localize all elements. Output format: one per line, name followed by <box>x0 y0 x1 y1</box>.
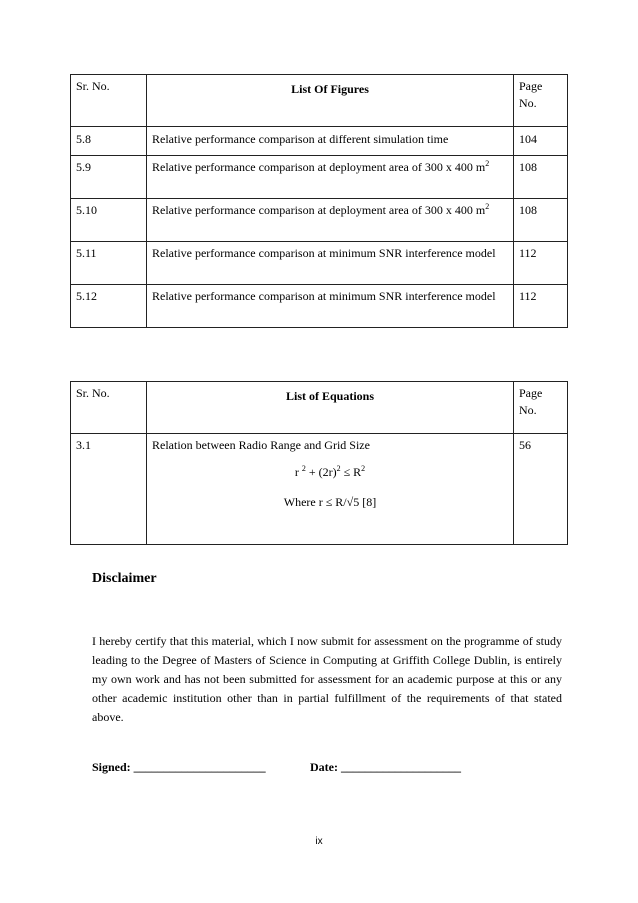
table-row: 5.11 Relative performance comparison at minimum SNR interference model 112 <box>71 242 568 285</box>
table-row: 5.10 Relative performance comparison at deployment area of 300 x 400 $m^2$ 108 <box>71 199 568 242</box>
disclaimer-heading: Disclaimer <box>92 571 157 586</box>
equations-table <box>70 381 568 545</box>
equation-description: Relation between Radio Range and Grid Size <box>152 438 370 452</box>
equations-header-srno: Sr. No. <box>71 382 147 434</box>
equations-header-page: Page No. <box>514 382 568 434</box>
figures-table <box>70 74 568 328</box>
equation-formula: r $^2 + (2r)^2 \le R^2$ <box>294 464 366 479</box>
equation-condition: Where r ≤ R/√5 [8] <box>283 495 377 509</box>
figures-header-page: Page No. <box>514 75 568 127</box>
equations-header-row <box>71 382 568 434</box>
table-row: 5.8 Relative performance comparison at different simulation time 104 <box>71 127 568 156</box>
figures-header-row <box>71 75 568 127</box>
figures-header-srno: Sr. No. <box>71 75 147 127</box>
table-row: 5.9 Relative performance comparison at deployment area of 300 x 400 $m^2$ 108 <box>71 156 568 199</box>
table-row: 5.12 Relative performance comparison at minimum SNR interference model 112 <box>71 285 568 328</box>
figures-table-title: List Of Figures <box>147 75 514 127</box>
page-number: ix <box>315 836 323 847</box>
equations-table-title: List of Equations <box>147 382 514 434</box>
disclaimer-body: I hereby certify that this material, which I now submit for assessment on the programme of study leading to the Degree of Masters of Science in Computing at Griffith College Dublin, is entirely my own work and has not been submitted for assessment for an academic purpose at this or any other academic institution other than in partial fulfillment of the requirements of that stated above. <box>92 634 562 724</box>
signature-line: Signed: ______________________ <box>92 760 266 774</box>
date-line: Date: ____________________ <box>310 760 461 774</box>
table-row: 3.1 Relation between Radio Range and Grid Size r $^2 + (2r)^2 \le R^2$ Where r ≤ R/√5 [8] 56 <box>71 434 568 545</box>
